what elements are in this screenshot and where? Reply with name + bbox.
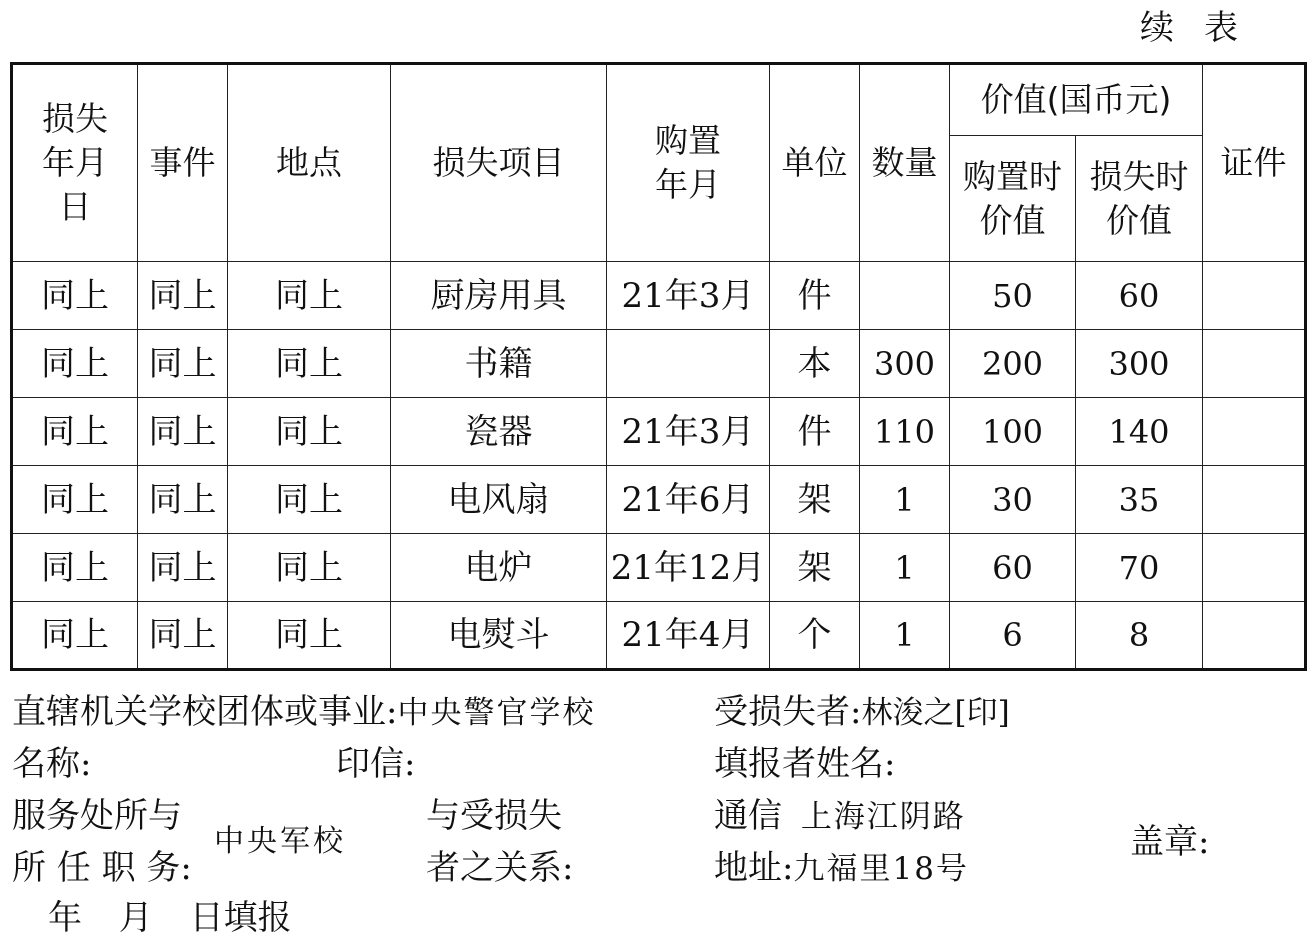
- header-location: 地点: [228, 64, 391, 262]
- cell-value-loss: 140: [1076, 398, 1203, 466]
- cell-value-loss: 300: [1076, 330, 1203, 398]
- cell-quantity: 1: [860, 602, 950, 670]
- org-label-line-2: 名称:: [12, 744, 92, 784]
- cell-location: 同上: [228, 602, 391, 670]
- address-label-2: 地址:: [714, 848, 794, 888]
- header-quantity: 数量: [860, 64, 950, 262]
- header-item: 损失项目: [391, 64, 607, 262]
- cell-event: 同上: [138, 262, 228, 330]
- relation-label-1: 与受损失: [426, 796, 562, 836]
- office-label-1: 服务处所与: [12, 796, 182, 836]
- cell-certificate: [1203, 398, 1306, 466]
- cell-value-purchase: 100: [950, 398, 1076, 466]
- cell-purchase-date: [607, 330, 770, 398]
- cell-item: 厨房用具: [391, 262, 607, 330]
- cell-item: 电风扇: [391, 466, 607, 534]
- cell-value-loss: 35: [1076, 466, 1203, 534]
- date-line: 年 月 日填报: [48, 898, 292, 938]
- cell-event: 同上: [138, 330, 228, 398]
- page-title: 续表: [1140, 8, 1268, 48]
- victim-value: 林浚之[印]: [861, 695, 1010, 731]
- office-label-2: 所 任 职 务:: [12, 848, 192, 888]
- cell-location: 同上: [228, 534, 391, 602]
- cell-quantity: [860, 262, 950, 330]
- cell-purchase-date: 21年4月: [607, 602, 770, 670]
- org-value: 中央警官学校: [397, 695, 596, 731]
- table-row: [12, 330, 1306, 398]
- cell-location: 同上: [228, 466, 391, 534]
- cell-certificate: [1203, 262, 1306, 330]
- cell-purchase-date: 21年3月: [607, 398, 770, 466]
- header-value-loss: 损失时价值: [1076, 136, 1203, 262]
- cell-item: 电熨斗: [391, 602, 607, 670]
- cell-value-loss: 8: [1076, 602, 1203, 670]
- cell-item: 电炉: [391, 534, 607, 602]
- cell-loss-date: 同上: [12, 330, 138, 398]
- victim-label: 受损失者:: [714, 692, 862, 732]
- cell-location: 同上: [228, 330, 391, 398]
- cell-unit: 件: [770, 398, 860, 466]
- cell-event: 同上: [138, 602, 228, 670]
- cell-certificate: [1203, 534, 1306, 602]
- cell-value-purchase: 60: [950, 534, 1076, 602]
- stamp-label: 盖章:: [1130, 822, 1210, 862]
- cell-item: 瓷器: [391, 398, 607, 466]
- table-row: [12, 534, 1306, 602]
- cell-loss-date: 同上: [12, 262, 138, 330]
- address-line-2: [714, 846, 969, 891]
- relation-label-2: 者之关系:: [426, 848, 574, 888]
- victim-line: [714, 690, 1010, 735]
- cell-loss-date: 同上: [12, 534, 138, 602]
- address-line-1: [714, 794, 966, 839]
- cell-purchase-date: 21年3月: [607, 262, 770, 330]
- org-label: 直辖机关学校团体或事业:: [12, 692, 398, 732]
- address-value-1: 上海江阴路: [800, 799, 966, 835]
- header-loss-date: 损失年月日: [12, 64, 138, 262]
- cell-loss-date: 同上: [12, 466, 138, 534]
- header-value-group: 价值(国币元): [950, 64, 1203, 136]
- table-row: [12, 262, 1306, 330]
- header-value-purchase: 购置时价值: [950, 136, 1076, 262]
- cell-quantity: 300: [860, 330, 950, 398]
- cell-unit: 本: [770, 330, 860, 398]
- cell-event: 同上: [138, 534, 228, 602]
- address-label-1: 通信: [714, 796, 782, 836]
- cell-unit: 个: [770, 602, 860, 670]
- cell-location: 同上: [228, 398, 391, 466]
- cell-certificate: [1203, 602, 1306, 670]
- cell-quantity: 1: [860, 466, 950, 534]
- table-row: [12, 398, 1306, 466]
- cell-certificate: [1203, 330, 1306, 398]
- cell-value-purchase: 6: [950, 602, 1076, 670]
- cell-quantity: 110: [860, 398, 950, 466]
- filler-label: 填报者姓名:: [714, 744, 896, 784]
- office-value: 中央军校: [214, 824, 346, 859]
- cell-loss-date: 同上: [12, 398, 138, 466]
- header-certificate: 证件: [1203, 64, 1306, 262]
- cell-event: 同上: [138, 466, 228, 534]
- cell-event: 同上: [138, 398, 228, 466]
- cell-value-purchase: 50: [950, 262, 1076, 330]
- cell-location: 同上: [228, 262, 391, 330]
- cell-purchase-date: 21年12月: [607, 534, 770, 602]
- cell-value-purchase: 30: [950, 466, 1076, 534]
- cell-unit: 架: [770, 534, 860, 602]
- cell-unit: 架: [770, 466, 860, 534]
- cell-loss-date: 同上: [12, 602, 138, 670]
- cell-value-loss: 70: [1076, 534, 1203, 602]
- cell-item: 书籍: [391, 330, 607, 398]
- header-purchase-date: 购置年月: [607, 64, 770, 262]
- cell-certificate: [1203, 466, 1306, 534]
- table-row: [12, 602, 1306, 670]
- address-value-2: 九福里18号: [793, 851, 969, 887]
- org-label-line-1: [12, 690, 595, 735]
- cell-value-loss: 60: [1076, 262, 1203, 330]
- cell-value-purchase: 200: [950, 330, 1076, 398]
- cell-purchase-date: 21年6月: [607, 466, 770, 534]
- loss-table: [10, 62, 1307, 671]
- header-unit: 单位: [770, 64, 860, 262]
- header-event: 事件: [138, 64, 228, 262]
- seal-label: 印信:: [336, 744, 416, 784]
- cell-quantity: 1: [860, 534, 950, 602]
- cell-unit: 件: [770, 262, 860, 330]
- table-row: [12, 466, 1306, 534]
